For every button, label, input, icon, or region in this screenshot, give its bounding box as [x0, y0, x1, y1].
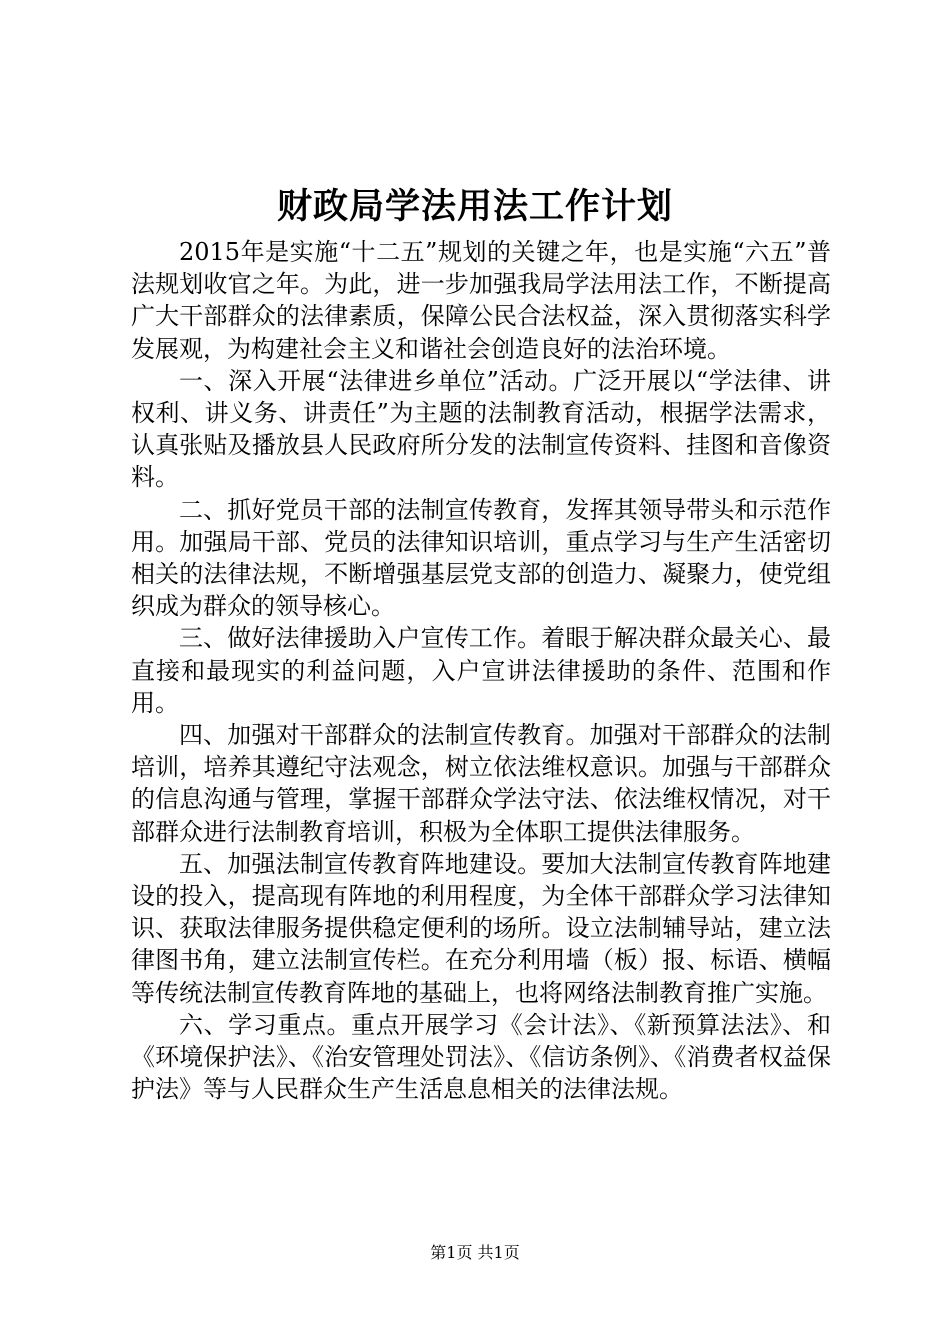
section-1-paragraph: 一、深入开展“法律进乡单位”活动。广泛开展以“学法律、讲权利、讲义务、讲责任”为主题的法制教育活动，根据学法需求，认真张贴及播放县人民政府所分发的法制宣传资料、挂图和音像资料。 [131, 366, 831, 492]
document-body [131, 236, 831, 1105]
section-6-paragraph: 六、学习重点。重点开展学习《会计法》、《新预算法法》、和《环境保护法》、《治安管理处罚法》、《信访条例》、《消费者权益保护法》等与人民群众生产生活息息相关的法律法规。 [131, 1010, 831, 1104]
section-3-paragraph: 三、做好法律援助入户宣传工作。着眼于解决群众最关心、最直接和最现实的利益问题，入户宣讲法律援助的条件、范围和作用。 [131, 624, 831, 717]
page-footer: 第1页 共1页 [430, 1243, 520, 1262]
document-title: 财政局学法用法工作计划 [276, 186, 673, 227]
section-2-paragraph: 二、抓好党员干部的法制宣传教育，发挥其领导带头和示范作用。加强局干部、党员的法律知识培训，重点学习与生产生活密切相关的法律法规，不断增强基层党支部的创造力、凝聚力，使党组织成为群众的领导核心。 [131, 495, 831, 621]
section-5-paragraph: 五、加强法制宣传教育阵地建设。要加大法制宣传教育阵地建设的投入，提高现有阵地的利用程度，为全体干部群众学习法律知识、获取法律服务提供稳定便利的场所。设立法制辅导站，建立法律图书角，建立法制宣传栏。在充分利用墙（板）报、标语、横幅等传统法制宣传教育阵地的基础上，也将网络法制教育推广实施。 [131, 849, 831, 1007]
section-4-paragraph: 四、加强对干部群众的法制宣传教育。加强对干部群众的法制培训，培养其遵纪守法观念，树立依法维权意识。加强与干部群众的信息沟通与管理，掌握干部群众学法守法、依法维权情况，对干部群众进行法制教育培训，积极为全体职工提供法律服务。 [131, 721, 831, 846]
intro-paragraph: 2015年是实施“十二五”规划的关键之年，也是实施“六五”普法规划收官之年。为此，进一步加强我局学法用法工作，不断提高广大干部群众的法律素质，保障公民合法权益，深入贯彻落实科学发展观，为构建社会主义和谐社会创造良好的法治环境。 [131, 238, 831, 363]
